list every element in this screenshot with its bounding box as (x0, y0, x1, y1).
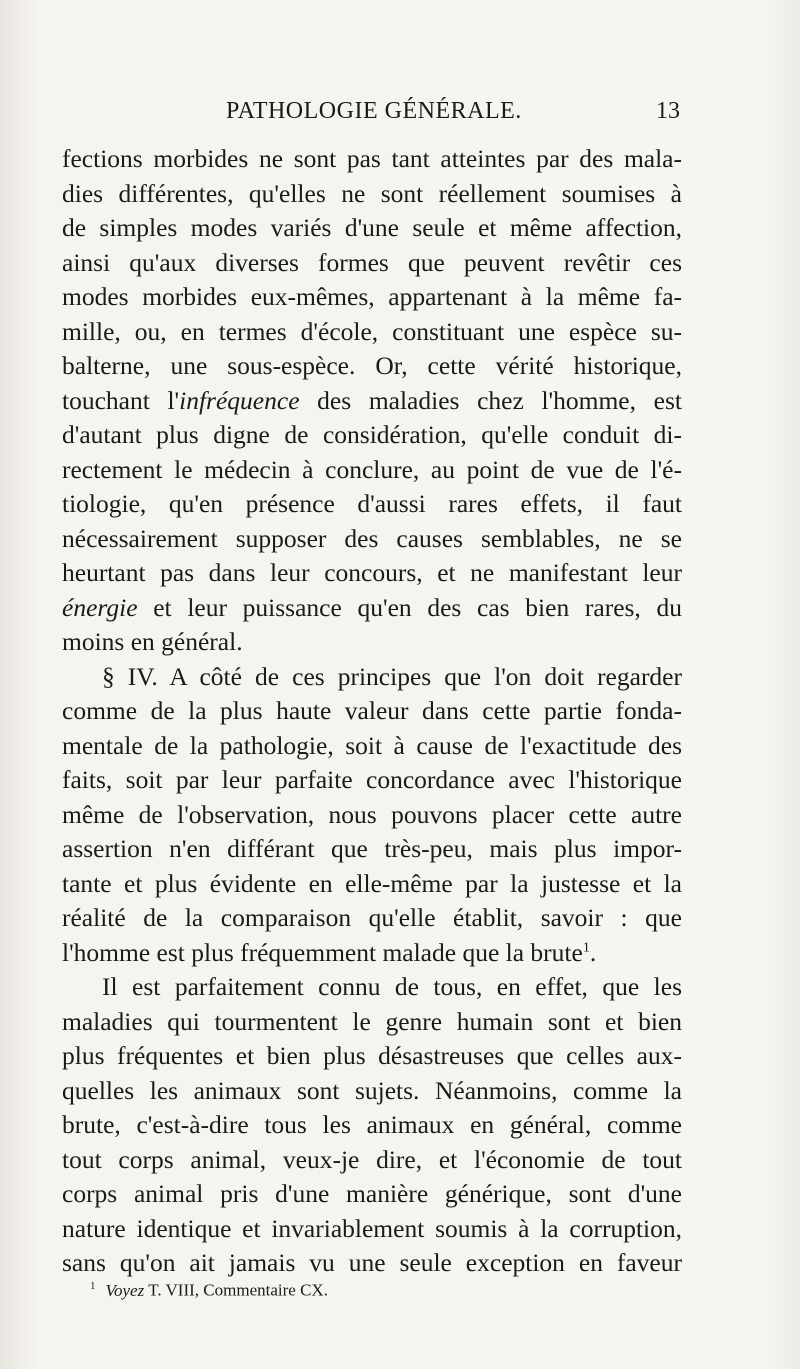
text-line: Il est parfaitement connu de tous, en effet, que les (102, 972, 682, 1001)
text-line: heurtant pas dans leur concours, et ne manifestant leur (62, 558, 682, 587)
footnote-voyez: Voyez (105, 1280, 145, 1300)
text-line: tiologie, qu'en présence d'aussi rares effets, il faut (62, 489, 682, 518)
text-line: quelles les animaux sont sujets. Néanmoins, comme la (62, 1075, 682, 1105)
footnote-reference: 1 (582, 940, 590, 955)
text-line-with-footnote: l'homme est plus fréquemment malade que la brute$^1$. (62, 937, 597, 967)
text-line: nature identique et invariablement soumis à la corruption, (62, 1213, 682, 1243)
text-line: mentale de la pathologie, soit à cause de l'exactitude des (62, 730, 682, 760)
text-line: balterne, une sous-espèce. Or, cette vérité historique, (62, 351, 682, 380)
text-line: énergie et leur puissance qu'en des cas bien rares, du (62, 592, 682, 622)
page-number: 13 (656, 98, 680, 124)
text-line: sans qu'on ait jamais vu une seule exception en faveur (62, 1248, 682, 1277)
footnote-mark: 1 (90, 1280, 96, 1292)
body-text (62, 142, 682, 1281)
running-head (62, 98, 680, 138)
text-line: § IV. A côté de ces principes que l'on doit regarder (102, 661, 682, 691)
text-line: faits, soit par leur parfaite concordance avec l'historique (62, 765, 682, 794)
text-line: comme de la plus haute valeur dans cette partie fonda- (62, 696, 682, 725)
footnote-text: T. VIII, Commentaire CX. (148, 1280, 328, 1300)
text-line: moins en général. (62, 627, 243, 656)
text-line: brute, c'est-à-dire tous les animaux en général, comme (62, 1110, 682, 1139)
running-title: PATHOLOGIE GÉNÉRALE. (226, 98, 522, 124)
text-line: d'autant plus digne de considération, qu'elle conduit di- (62, 420, 682, 449)
text-line: dies différentes, qu'elles ne sont réellement soumises à (62, 178, 682, 208)
text-line: réalité de la comparaison qu'elle établit, savoir : que (62, 903, 682, 932)
text-line: modes morbides eux-mêmes, appartenant à la même fa- (62, 282, 682, 311)
italic-term: énergie (62, 592, 138, 622)
text-line: rectement le médecin à conclure, au point de vue de l'é- (62, 454, 682, 484)
text-line: plus fréquentes et bien plus désastreuses que celles aux- (62, 1041, 682, 1070)
text-line: tante et plus évidente en elle-même par la justesse et la (62, 868, 682, 898)
italic-term: infréquence (179, 385, 300, 415)
text-line: l'homme est plus fréquemment malade que la brute (62, 937, 583, 967)
text-line: nécessairement supposer des causes semblables, ne se (62, 523, 682, 553)
text-line: assertion n'en différant que très-peu, mais plus impor- (62, 834, 682, 863)
text-line: tout corps animal, veux-je dire, et l'économie de tout (62, 1144, 682, 1174)
text-line: ainsi qu'aux diverses formes que peuvent revêtir ces (62, 247, 682, 277)
text-line: touchant l'infréquence des maladies chez l'homme, est (62, 385, 682, 415)
text-line: fections morbides ne sont pas tant atteintes par des mala- (62, 144, 682, 173)
text-line: corps animal pris d'une manière générique, sont d'une (62, 1179, 682, 1208)
text-line: même de l'observation, nous pouvons placer cette autre (62, 799, 682, 829)
text-line: de simples modes variés d'une seule et même affection, (62, 213, 682, 242)
text-line: mille, ou, en termes d'école, constituant une espèce su- (62, 316, 682, 346)
footnote (90, 1280, 328, 1301)
text-line: maladies qui tourmentent le genre humain sont et bien (62, 1006, 682, 1036)
